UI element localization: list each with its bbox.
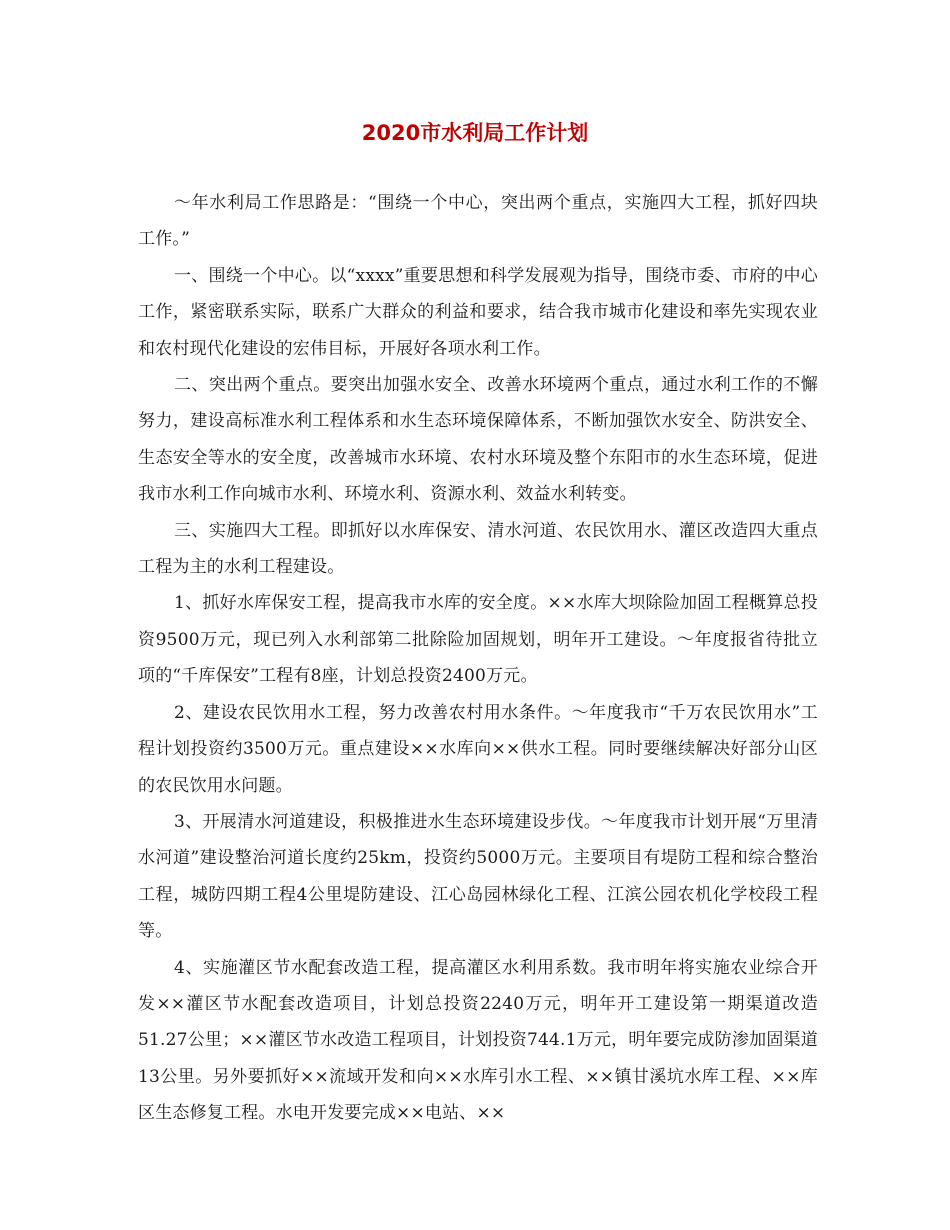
page-title: 2020市水利局工作计划 — [361, 121, 589, 145]
paragraph: 二、突出两个重点。要突出加强水安全、改善水环境两个重点，通过水利工作的不懈努力，建设高标准水利工程体系和水生态环境保障体系，不断加强饮水安全、防洪安全、生态安全等水的安全度，改善城市水环境、农村水环境及整个东阳市的水生态环境，促进我市水利工作向城市水利、环境水利、资源水利、效益水利转变。 — [138, 375, 818, 505]
document-body — [138, 185, 818, 1132]
paragraph: ～年水利局工作思路是：“围绕一个中心，突出两个重点，实施四大工程，抓好四块工作。” — [138, 193, 818, 250]
paragraph: 4、实施灌区节水配套改造工程，提高灌区水利用系数。我市明年将实施农业综合开发××灌区节水配套改造项目，计划总投资2240万元，明年开工建设第一期渠道改造51.27公里；××灌区节水改造工程项目，计划投资744.1万元，明年要完成防渗加固渠道13公里。另外要抓好××流域开发和向××水库引水工程、××镇甘溪坑水库工程、××库区生态修复工程。水电开发要完成××电站、×× — [138, 957, 818, 1124]
paragraph: 2、建设农民饮用水工程，努力改善农村用水条件。～年度我市“千万农民饮用水”工程计划投资约3500万元。重点建设××水库向××供水工程。同时要继续解决好部分山区的农民饮用水问题。 — [138, 702, 818, 796]
paragraph: 1、抓好水库保安工程，提高我市水库的安全度。××水库大坝除险加固工程概算总投资9500万元，现已列入水利部第二批除险加固规划，明年开工建设。～年度报省待批立项的“千库保安”工程有8座，计划总投资2400万元。 — [138, 593, 818, 687]
paragraph: 3、开展清水河道建设，积极推进水生态环境建设步伐。～年度我市计划开展“万里清水河道”建设整治河道长度约25km，投资约5000万元。主要项目有堤防工程和综合整治工程，城防四期工程4公里堤防建设、江心岛园林绿化工程、江滨公园农机化学校段工程等。 — [138, 811, 818, 942]
paragraph: 一、围绕一个中心。以“xxxx”重要思想和科学发展观为指导，围绕市委、市府的中心工作，紧密联系实际，联系广大群众的利益和要求，结合我市城市化建设和率先实现农业和农村现代化建设的宏伟目标，开展好各项水利工作。 — [138, 265, 818, 359]
paragraph: 三、实施四大工程。即抓好以水库保安、清水河道、农民饮用水、灌区改造四大重点工程为主的水利工程建设。 — [138, 520, 818, 578]
